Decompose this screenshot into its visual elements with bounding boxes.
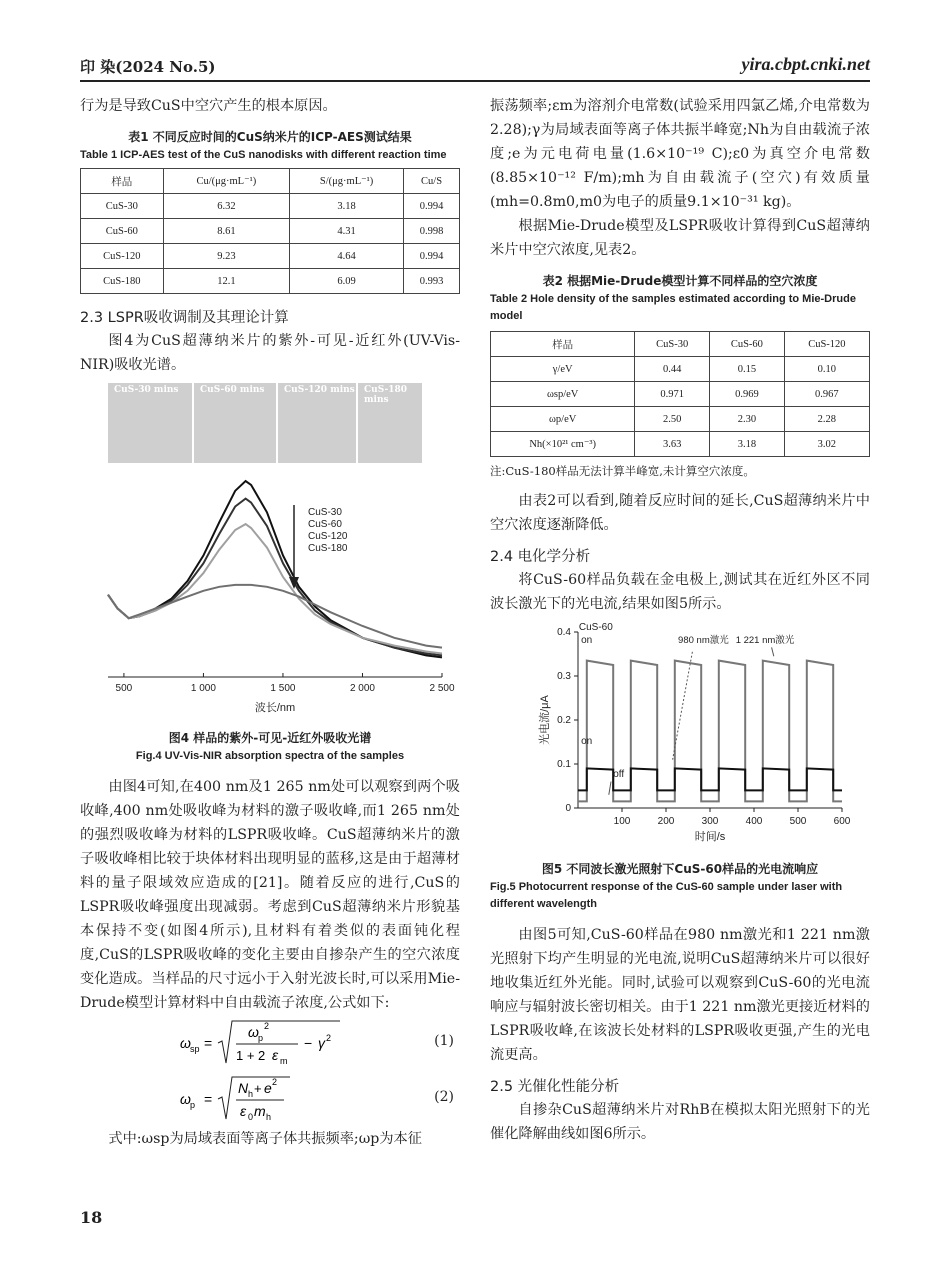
table-row: [491, 407, 870, 432]
table-cell: 2.30: [710, 407, 785, 432]
svg-text:h: h: [248, 1089, 254, 1099]
tem-image: [108, 383, 192, 463]
table-header-row: [491, 332, 870, 357]
series-line-CuS-180: [108, 585, 442, 648]
fig4-micrographs: [80, 377, 460, 469]
table-cell: 0.969: [710, 382, 785, 407]
annotation-off: off: [613, 769, 625, 781]
right-column: [490, 94, 870, 1146]
fig4-caption-cn: 图4 样品的紫外-可见-近红外吸收光谱: [168, 731, 372, 745]
table-cell: 4.64: [290, 244, 404, 269]
svg-text:2: 2: [326, 1033, 332, 1043]
x-axis-label: 波长/nm: [254, 702, 296, 714]
table-header-cell: CuS-60: [710, 332, 785, 357]
svg-text:e: e: [264, 1080, 272, 1096]
table-cell: 2.50: [635, 407, 710, 432]
table-header-cell: Cu/(μg·mL⁻¹): [163, 169, 289, 194]
table-cell: ωsp/eV: [491, 382, 635, 407]
x-tick-label: 300: [701, 816, 719, 827]
svg-text:2: 2: [264, 1021, 270, 1031]
legend-entry: CuS-30: [308, 507, 342, 518]
x-tick-label: 200: [657, 816, 675, 827]
equation-2-number: (2): [434, 1089, 454, 1105]
series-line-CuS-30: [108, 481, 442, 657]
annotation-on: on: [581, 635, 593, 646]
svg-text:p: p: [190, 1100, 196, 1110]
fig4-caption-en: Fig.4 UV-Vis-NIR absorption spectra of the samples: [135, 750, 405, 762]
table2-note: 注:CuS-180样品无法计算半峰宽,未计算空穴浓度。: [490, 464, 755, 478]
table-cell: 4.31: [290, 219, 404, 244]
table-cell: 0.10: [784, 357, 869, 382]
x-tick-label: 1 000: [190, 683, 216, 694]
paragraph: 式中:ωsp为局域表面等离子体共振频率;ωp为本征: [108, 1131, 422, 1147]
equation-1-number: (1): [434, 1033, 454, 1049]
svg-text:+: +: [254, 1081, 262, 1096]
table-header-cell: CuS-120: [784, 332, 869, 357]
table-row: [491, 357, 870, 382]
table-cell: CuS-30: [81, 194, 164, 219]
running-header-journal: 印 染(2024 No.5): [80, 58, 216, 76]
table-cell: 0.994: [404, 194, 460, 219]
svg-text:m: m: [254, 1103, 266, 1119]
y-tick-label: 0.1: [557, 759, 571, 770]
table-header-cell: 样品: [491, 332, 635, 357]
table2: [490, 331, 870, 457]
paragraph: 行为是导致CuS中空穴产生的根本原因。: [80, 98, 337, 114]
tem-image: [358, 383, 422, 463]
fig5-caption-cn: 图5 不同波长激光照射下CuS-60样品的光电流响应: [541, 862, 819, 876]
fig5-photocurrent-chart: [490, 622, 870, 850]
x-tick-label: 500: [115, 683, 133, 694]
equation-1: [80, 1015, 460, 1071]
legend-entry: CuS-60: [308, 519, 342, 530]
section-heading-2-5: 2.5 光催化性能分析: [490, 1079, 620, 1095]
page-number: 18: [80, 1208, 103, 1227]
svg-text:ω: ω: [180, 1091, 191, 1107]
svg-text:−: −: [304, 1035, 313, 1051]
table-row: [81, 194, 460, 219]
tem-image-label: CuS-120 mins: [284, 385, 355, 395]
table2-caption-cn: 表2 根据Mie-Drude模型计算不同样品的空穴浓度: [542, 274, 818, 288]
table2-caption-en: Table 2 Hole density of the samples estimated according to Mie-Drude model: [490, 293, 856, 322]
svg-text:sp: sp: [190, 1044, 200, 1054]
tem-image: [278, 383, 356, 463]
paragraph: 将CuS-60样品负载在金电极上,测试其在近红外区不同波长激光下的光电流,结果如图5所示。: [490, 572, 870, 612]
y-tick-label: 0.3: [557, 671, 571, 682]
table-cell: 0.44: [635, 357, 710, 382]
table-cell: 6.32: [163, 194, 289, 219]
tem-image-label: CuS-180 mins: [364, 385, 408, 405]
svg-text:p: p: [258, 1033, 264, 1043]
svg-text:ε: ε: [240, 1103, 247, 1119]
table-cell: 3.02: [784, 432, 869, 457]
table-cell: CuS-120: [81, 244, 164, 269]
tem-image: [194, 383, 276, 463]
table-cell: 0.15: [710, 357, 785, 382]
x-axis-label: 时间/s: [694, 831, 726, 843]
table-cell: CuS-60: [81, 219, 164, 244]
y-tick-label: 0: [565, 803, 571, 814]
paragraph: 由表2可以看到,随着反应时间的延长,CuS超薄纳米片中空穴浓度逐渐降低。: [490, 493, 870, 533]
table-row: [81, 269, 460, 294]
header-rule: [80, 80, 870, 82]
table-row: [491, 432, 870, 457]
svg-text:ω: ω: [180, 1035, 191, 1051]
x-tick-label: 400: [745, 816, 763, 827]
table-cell: 0.994: [404, 244, 460, 269]
annotation-sample: CuS-60: [578, 622, 613, 633]
table1-caption-cn: 表1 不同反应时间的CuS纳米片的ICP-AES测试结果: [128, 130, 412, 144]
paragraph: 振荡频率;εm为溶剂介电常数(试验采用四氯乙烯,介电常数为2.28);γ为局域表面等离子体共振半峰宽;Nh为自由载流子浓度;e为元电荷电量(1.6×10⁻¹⁹ C);ε0为真空介电常数(8.85×10⁻¹² F/m);mh为自由载流子(空穴)有效质量(mh=0.8m0,m0为电子的质量9.1×10⁻³¹ kg)。: [490, 98, 870, 210]
fig5-caption-en: Fig.5 Photocurrent response of the CuS-60 sample under laser with different wavelength: [490, 881, 843, 910]
y-tick-label: 0.4: [557, 627, 571, 638]
paragraph: 由图4可知,在400 nm及1 265 nm处可以观察到两个吸收峰,400 nm处吸收峰为材料的激子吸收峰,而1 265 nm处的强烈吸收峰为材料的LSPR吸收峰。CuS超薄纳米片的激子吸收峰相比较于块体材料出现明显的蓝移,这是由于超薄材料的量子限域效应造成的[21]。随着反应的进行,CuS的LSPR吸收峰强度出现减弱。考虑到CuS超薄纳米片形貌基本保持不变(如图4所示),且材料有着类似的表面钝化程度,CuS的LSPR吸收峰的变化主要由自掺杂产生的空穴浓度变化造成。当样品的尺寸远小于入射光波长时,可以采用Mie-Drude模型计算材料中自由载流子浓度,公式如下:: [80, 779, 460, 1011]
table-header-cell: S/(μg·mL⁻¹): [290, 169, 404, 194]
table-cell: 2.28: [784, 407, 869, 432]
paragraph: 根据Mie-Drude模型及LSPR吸收计算得到CuS超薄纳米片中空穴浓度,见表2。: [490, 218, 870, 258]
x-tick-label: 2 500: [429, 683, 455, 694]
table1-caption-en: Table 1 ICP-AES test of the CuS nanodisks with different reaction time: [80, 149, 447, 161]
table-header-cell: 样品: [81, 169, 164, 194]
x-tick-label: 2 000: [349, 683, 375, 694]
tem-image-label: CuS-30 mins: [114, 385, 179, 395]
table-cell: 0.993: [404, 269, 460, 294]
table1: [80, 168, 460, 294]
svg-text:m: m: [280, 1056, 288, 1066]
table-cell: 8.61: [163, 219, 289, 244]
table-cell: 3.18: [290, 194, 404, 219]
svg-text:h: h: [266, 1112, 272, 1122]
svg-text:γ: γ: [318, 1035, 325, 1051]
legend-entry: CuS-120: [308, 531, 348, 542]
running-header-url: yira.cbpt.cnki.net: [741, 54, 870, 74]
table-row: [81, 219, 460, 244]
table-cell: ωp/eV: [491, 407, 635, 432]
table-cell: 6.09: [290, 269, 404, 294]
svg-text:=: =: [204, 1091, 213, 1107]
svg-text:=: =: [204, 1035, 213, 1051]
paragraph: 自掺杂CuS超薄纳米片对RhB在模拟太阳光照射下的光催化降解曲线如图6所示。: [490, 1102, 870, 1142]
svg-text:2: 2: [272, 1077, 278, 1087]
table-cell: 0.971: [635, 382, 710, 407]
table-row: [81, 244, 460, 269]
table-cell: 3.63: [635, 432, 710, 457]
annotation-980nm: 980 nm激光: [678, 635, 729, 646]
table-cell: 0.998: [404, 219, 460, 244]
series-line-1 221 nm激光: [578, 661, 842, 802]
svg-text:ε: ε: [272, 1047, 279, 1063]
table-cell: γ/eV: [491, 357, 635, 382]
svg-text:N: N: [238, 1080, 249, 1096]
left-column: [80, 94, 460, 1151]
x-tick-label: 600: [833, 816, 851, 827]
y-axis-label: 光电流/μA: [539, 695, 551, 745]
table-cell: CuS-180: [81, 269, 164, 294]
svg-text:ω: ω: [248, 1024, 259, 1040]
table-row: [491, 382, 870, 407]
svg-text:0: 0: [248, 1112, 254, 1122]
series-line-CuS-60: [108, 499, 442, 656]
svg-text:1 + 2: 1 + 2: [236, 1048, 266, 1063]
equation-2: [80, 1071, 460, 1127]
tem-image-label: CuS-60 mins: [200, 385, 265, 395]
paragraph: 图4为CuS超薄纳米片的紫外-可见-近红外(UV-Vis-NIR)吸收光谱。: [80, 333, 460, 373]
annotation-on: on: [581, 736, 593, 748]
table-cell: 12.1: [163, 269, 289, 294]
x-tick-label: 1 500: [270, 683, 296, 694]
x-tick-label: 100: [613, 816, 631, 827]
y-tick-label: 0.2: [557, 715, 571, 726]
annotation-1221nm: 1 221 nm激光: [735, 635, 795, 646]
x-tick-label: 500: [789, 816, 807, 827]
table-header-cell: CuS-30: [635, 332, 710, 357]
table-cell: 9.23: [163, 244, 289, 269]
section-heading-2-4: 2.4 电化学分析: [490, 549, 591, 565]
paragraph: 由图5可知,CuS-60样品在980 nm激光和1 221 nm激光照射下均产生明显的光电流,说明CuS超薄纳米片可以很好地收集近红外光能。同时,试验可以观察到CuS-60的光电流响应与辐射波长密切相关。由于1 221 nm激光更接近材料的LSPR吸收峰,在该波长处材料的LSPR吸收更强,产生的光电流更高。: [490, 927, 870, 1063]
annotation-1221nm-pointer: [772, 647, 774, 656]
table-header-row: [81, 169, 460, 194]
annotation-off-arrow: [609, 782, 611, 795]
fig4-absorption-chart: [80, 469, 460, 719]
section-heading-2-3: 2.3 LSPR吸收调制及其理论计算: [80, 310, 289, 326]
table-cell: 0.967: [784, 382, 869, 407]
legend-entry: CuS-180: [308, 543, 348, 554]
table-cell: Nh(×10²¹ cm⁻³): [491, 432, 635, 457]
table-header-cell: Cu/S: [404, 169, 460, 194]
table-cell: 3.18: [710, 432, 785, 457]
